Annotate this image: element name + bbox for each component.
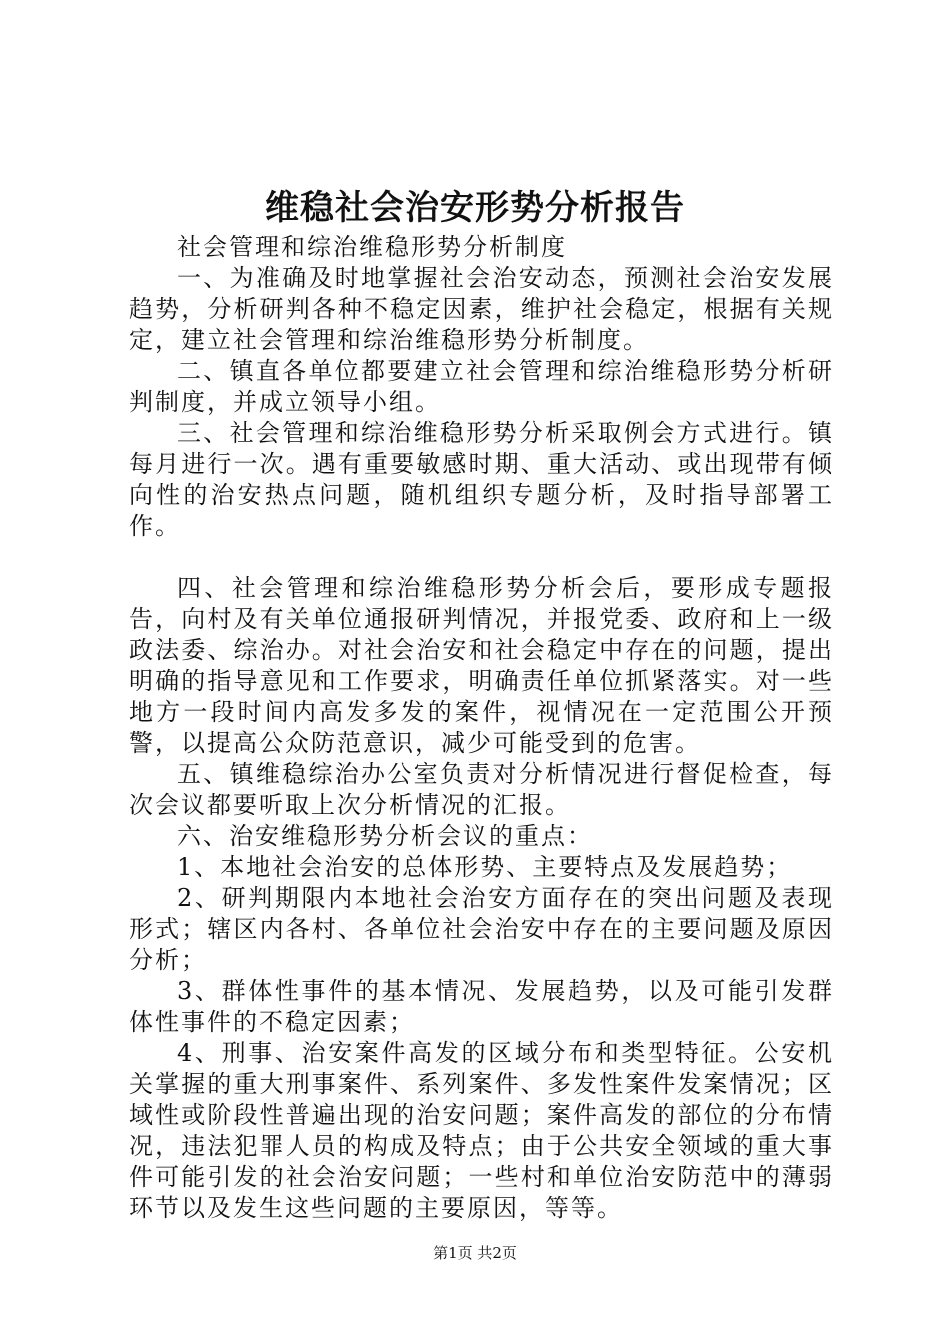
document-title: 维稳社会治安形势分析报告 (265, 188, 685, 228)
paragraph-3: 三、社会管理和综治维稳形势分析采取例会方式进行。镇每月进行一次。遇有重要敏感时期、重大活动、或出现带有倾向性的治安热点问题，随机组织专题分析，及时指导部署工作。 (129, 419, 834, 540)
paragraph-2: 二、镇直各单位都要建立社会管理和综治维稳形势分析研判制度，并成立领导小组。 (129, 357, 834, 416)
paragraph-6: 六、治安维稳形势分析会议的重点： (177, 822, 593, 850)
paragraph-1: 一、为准确及时地掌握社会治安动态，预测社会治安发展趋势，分析研判各种不稳定因素，维护社会稳定，根据有关规定，建立社会管理和综治维稳形势分析制度。 (129, 264, 834, 354)
list-item-1: 1、本地社会治安的总体形势、主要特点及发展趋势； (177, 853, 793, 881)
paragraph-subtitle: 社会管理和综治维稳形势分析制度 (177, 233, 567, 261)
list-item-4: 4、刑事、治安案件高发的区域分布和类型特征。公安机关掌握的重大刑事案件、系列案件、多发性案件发案情况；区域性或阶段性普遍出现的治安问题；案件高发的部位的分布情况，违法犯罪人员的构成及特点；由于公共安全领域的重大事件可能引发的社会治安问题；一些村和单位治安防范中的薄弱环节以及发生这些问题的主要原因，等等。 (129, 1039, 834, 1222)
page-number-footer: 第1页 共2页 (433, 1244, 517, 1262)
list-item-2: 2、研判期限内本地社会治安方面存在的突出问题及表现形式；辖区内各村、各单位社会治安中存在的主要问题及原因分析； (129, 884, 834, 974)
list-item-3: 3、群体性事件的基本情况、发展趋势，以及可能引发群体性事件的不稳定因素； (129, 977, 834, 1036)
paragraph-5: 五、镇维稳综治办公室负责对分析情况进行督促检查，每次会议都要听取上次分析情况的汇报。 (129, 760, 834, 819)
paragraph-4: 四、社会管理和综治维稳形势分析会后，要形成专题报告，向村及有关单位通报研判情况，并报党委、政府和上一级政法委、综治办。对社会治安和社会稳定中存在的问题，提出明确的指导意见和工作要求，明确责任单位抓紧落实。对一些地方一段时间内高发多发的案件，视情况在一定范围公开预警，以提高公众防范意识，减少可能受到的危害。 (129, 574, 834, 757)
document-body (129, 232, 834, 1224)
